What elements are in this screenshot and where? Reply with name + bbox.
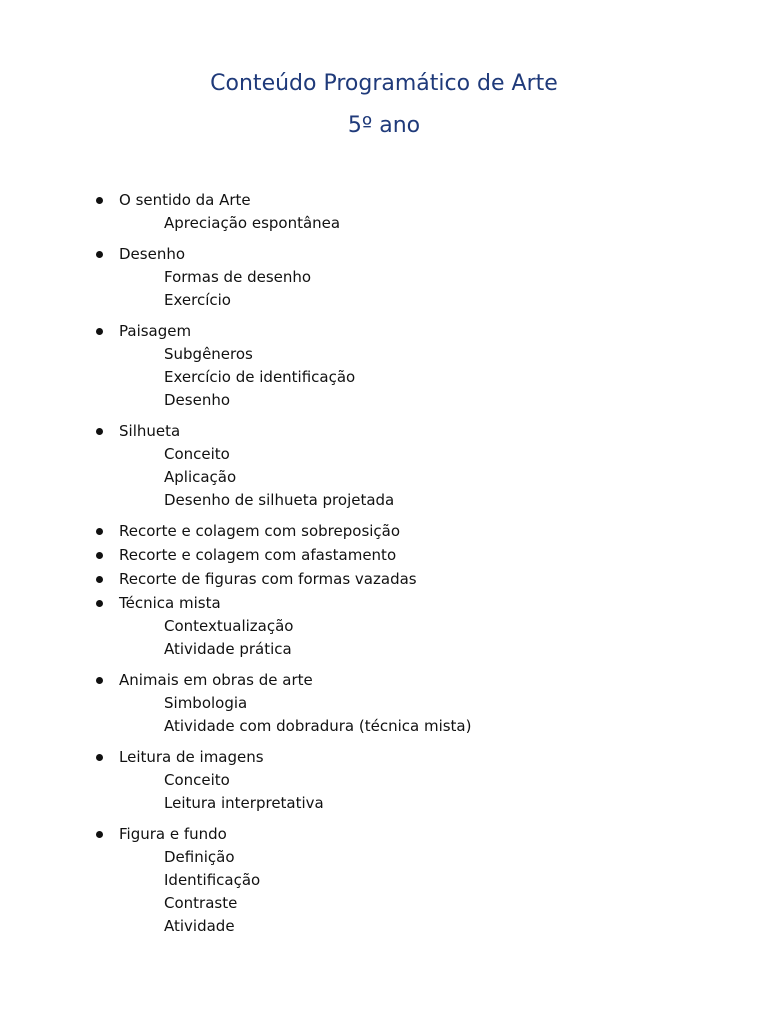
topic-row [0, 420, 768, 443]
subtopic-item: Definição [164, 848, 235, 866]
topic-label: O sentido da Arte [119, 191, 251, 209]
topic-label: Desenho [119, 245, 186, 263]
subtopic-list [0, 212, 768, 235]
topic-row [0, 520, 768, 543]
bullet-icon [96, 328, 103, 335]
topic-label: Recorte e colagem com sobreposição [119, 522, 401, 540]
topic-item [0, 823, 768, 938]
subtopic-item: Conceito [164, 771, 230, 789]
topic-row [0, 568, 768, 591]
subtopic-item: Formas de desenho [164, 268, 312, 286]
subtopic-item: Atividade com dobradura (técnica mista) [164, 717, 472, 735]
bullet-icon [96, 677, 103, 684]
subtopic-item: Desenho [164, 391, 231, 409]
subtopic-list [0, 692, 768, 738]
page-subtitle: 5º ano [347, 113, 421, 138]
subtopic-item: Atividade [164, 917, 235, 935]
subtopic-list [0, 443, 768, 512]
subtopic-list [0, 769, 768, 815]
topic-row [0, 189, 768, 212]
bullet-icon [96, 600, 103, 607]
bullet-icon [96, 831, 103, 838]
topic-item [0, 189, 768, 235]
topic-row [0, 746, 768, 769]
topic-item [0, 320, 768, 412]
subtopic-item: Contextualização [164, 617, 294, 635]
bullet-icon [96, 528, 103, 535]
subtopic-item: Apreciação espontânea [164, 214, 341, 232]
bullet-icon [96, 251, 103, 258]
page-title: Conteúdo Programático de Arte [210, 71, 558, 96]
subtopic-item: Exercício [164, 291, 231, 309]
topic-label: Animais em obras de arte [119, 671, 313, 689]
topic-label: Recorte de figuras com formas vazadas [119, 570, 417, 588]
topic-row [0, 669, 768, 692]
subtopic-item: Simbologia [164, 694, 248, 712]
bullet-icon [96, 576, 103, 583]
topic-item [0, 568, 768, 591]
topic-item [0, 669, 768, 738]
bullet-icon [96, 197, 103, 204]
subtopic-item: Atividade prática [164, 640, 292, 658]
topic-label: Figura e fundo [119, 825, 227, 843]
topic-item [0, 592, 768, 661]
bullet-icon [96, 428, 103, 435]
topic-label: Leitura de imagens [119, 748, 264, 766]
subtopic-list [0, 615, 768, 661]
topic-item [0, 420, 768, 512]
subtopic-item: Desenho de silhueta projetada [164, 491, 395, 509]
topic-list [0, 189, 768, 946]
topic-label: Técnica mista [119, 594, 221, 612]
subtopic-list [0, 343, 768, 412]
subtopic-item: Aplicação [164, 468, 237, 486]
subtopic-item: Contraste [164, 894, 238, 912]
topic-row [0, 823, 768, 846]
topic-label: Paisagem [119, 322, 192, 340]
subtopic-item: Leitura interpretativa [164, 794, 324, 812]
subtopic-list [0, 266, 768, 312]
topic-row [0, 544, 768, 567]
topic-label: Recorte e colagem com afastamento [119, 546, 397, 564]
topic-item [0, 544, 768, 567]
subtopic-item: Conceito [164, 445, 230, 463]
subtopic-item: Subgêneros [164, 345, 253, 363]
topic-row [0, 592, 768, 615]
bullet-icon [96, 552, 103, 559]
subtopic-list [0, 846, 768, 938]
subtopic-item: Identificação [164, 871, 261, 889]
topic-label: Silhueta [119, 422, 181, 440]
topic-item [0, 520, 768, 543]
bullet-icon [96, 754, 103, 761]
subtopic-item: Exercício de identificação [164, 368, 356, 386]
topic-row [0, 320, 768, 343]
topic-item [0, 746, 768, 815]
topic-item [0, 243, 768, 312]
topic-row [0, 243, 768, 266]
